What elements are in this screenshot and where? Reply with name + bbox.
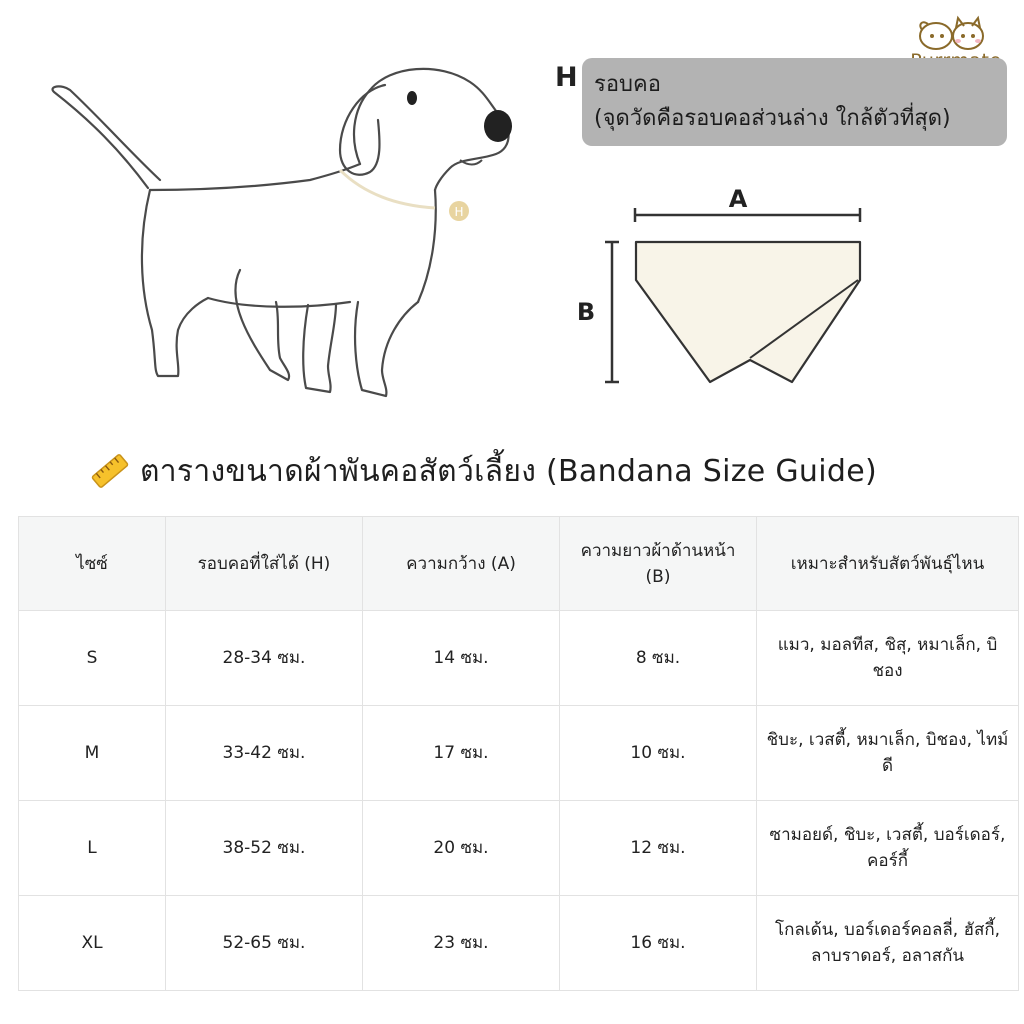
neck-letter-label: H	[555, 62, 578, 93]
header-neck: รอบคอที่ใส่ได้ (H)	[166, 517, 363, 611]
cell-length: 10 ซม.	[560, 706, 757, 801]
neck-callout-title: รอบคอ	[594, 72, 661, 97]
cell-size: L	[19, 801, 166, 896]
cell-size: XL	[19, 896, 166, 991]
size-table	[18, 516, 1019, 991]
cell-width: 14 ซม.	[363, 611, 560, 706]
cell-breeds: ชิบะ, เวสตี้, หมาเล็ก, บิชอง, ไทม์ดี	[757, 706, 1019, 801]
page-title-text: ตารางขนาดผ้าพันคอสัตว์เลี้ยง (Bandana Size Guide)	[140, 453, 877, 489]
neck-callout-note: (จุดวัดคือรอบคอส่วนล่าง ใกล้ตัวที่สุด)	[594, 106, 951, 131]
table-row	[19, 706, 1019, 801]
dog-illustration	[40, 40, 540, 420]
width-label: A	[728, 185, 748, 213]
cell-neck: 33-42 ซม.	[166, 706, 363, 801]
bandana-diagram	[570, 180, 880, 390]
header-width: ความกว้าง (A)	[363, 517, 560, 611]
cell-width: 20 ซม.	[363, 801, 560, 896]
ruler-icon	[90, 451, 130, 491]
page-title	[90, 446, 940, 496]
header-length: ความยาวผ้าด้านหน้า (B)	[560, 517, 757, 611]
neck-callout	[582, 58, 1007, 146]
cell-neck: 28-34 ซม.	[166, 611, 363, 706]
header-breeds: เหมาะสำหรับสัตว์พันธุ์ไหน	[757, 517, 1019, 611]
cell-breeds: โกลเด้น, บอร์เดอร์คอลลี่, ฮัสกี้, ลาบราดอร์, อลาสกัน	[757, 896, 1019, 991]
length-label: B	[576, 298, 596, 326]
neck-mark: H	[454, 205, 464, 219]
header-size: ไซซ์	[19, 517, 166, 611]
cell-length: 12 ซม.	[560, 801, 757, 896]
cell-breeds: แมว, มอลทีส, ชิสุ, หมาเล็ก, บิชอง	[757, 611, 1019, 706]
table-row	[19, 611, 1019, 706]
cell-neck: 52-65 ซม.	[166, 896, 363, 991]
cell-length: 16 ซม.	[560, 896, 757, 991]
cell-size: M	[19, 706, 166, 801]
cell-width: 23 ซม.	[363, 896, 560, 991]
cell-width: 17 ซม.	[363, 706, 560, 801]
cell-breeds: ซามอยด์, ชิบะ, เวสตี้, บอร์เดอร์, คอร์กี้	[757, 801, 1019, 896]
table-header-row	[19, 517, 1019, 611]
table-row	[19, 801, 1019, 896]
cell-size: S	[19, 611, 166, 706]
cat-dog-faces-icon	[896, 14, 1016, 54]
cell-neck: 38-52 ซม.	[166, 801, 363, 896]
cell-length: 8 ซม.	[560, 611, 757, 706]
table-row	[19, 896, 1019, 991]
